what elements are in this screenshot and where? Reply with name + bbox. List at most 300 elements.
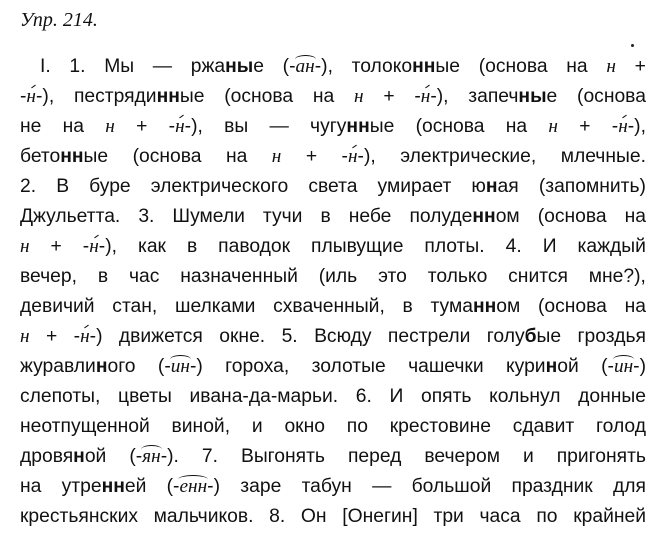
word — [557, 442, 646, 472]
text-fragment: Всюду — [314, 326, 372, 347]
text-fragment: В — [56, 176, 70, 197]
highlighted-letters: нн — [101, 476, 125, 497]
morpheme-suffix: ин — [171, 352, 190, 382]
text-fragment: буре — [89, 176, 131, 197]
word — [219, 322, 265, 352]
text-fragment: на — [624, 206, 646, 227]
text-fragment: ( — [166, 476, 174, 497]
text-fragment: н — [271, 146, 282, 167]
text-fragment: е — [253, 56, 264, 77]
text-fragment: слепоты, — [20, 386, 101, 407]
text-fragment: 3. — [138, 206, 155, 227]
text-fragment: ого — [107, 356, 136, 377]
word — [506, 352, 579, 382]
text-fragment: в — [186, 236, 198, 257]
word — [105, 112, 115, 142]
word — [180, 262, 298, 292]
word — [154, 502, 254, 532]
text-fragment: света — [308, 176, 358, 197]
text-fragment: (основа — [537, 206, 607, 227]
word — [319, 262, 358, 292]
word — [119, 322, 203, 352]
word — [378, 172, 452, 202]
text-fragment: I. — [40, 56, 51, 77]
text-fragment: — — [372, 476, 392, 497]
text-fragment: ая — [497, 176, 519, 197]
text-fragment: голу — [486, 326, 525, 347]
text-fragment: - — [73, 326, 81, 347]
word — [561, 142, 646, 172]
text-fragment: + — [383, 86, 395, 107]
word — [416, 112, 485, 142]
word — [269, 502, 285, 532]
text-line — [20, 172, 646, 202]
text-fragment: час — [128, 266, 160, 287]
morpheme-suffix: ан — [296, 52, 315, 82]
text-fragment: н — [89, 232, 99, 262]
text-fragment: большой — [411, 476, 492, 497]
word — [283, 52, 333, 82]
text-fragment: + — [45, 326, 58, 347]
text-fragment: крестовине — [389, 416, 491, 437]
text-fragment: ( — [601, 356, 608, 377]
text-fragment: 6. — [355, 386, 372, 407]
text-fragment: на — [312, 86, 335, 107]
text-fragment: + — [305, 146, 318, 167]
text-fragment: -). — [160, 446, 179, 467]
word — [566, 52, 587, 82]
text-fragment: на — [505, 116, 528, 137]
word — [187, 232, 197, 262]
word — [468, 82, 557, 112]
text-fragment: -), — [98, 236, 117, 257]
text-fragment: н — [105, 116, 115, 137]
text-fragment: ые — [369, 116, 395, 137]
word — [20, 232, 30, 262]
highlighted-letters: ны — [225, 56, 254, 77]
word — [421, 382, 471, 412]
word — [151, 172, 288, 202]
text-fragment: пестрели — [387, 326, 471, 347]
text-fragment: сдавит — [512, 416, 575, 437]
word — [424, 232, 484, 262]
word — [312, 352, 386, 382]
word — [20, 292, 95, 322]
word — [506, 112, 527, 142]
word — [112, 292, 157, 322]
word — [428, 262, 488, 292]
word — [635, 52, 646, 82]
word — [224, 82, 293, 112]
text-fragment: (основа — [478, 56, 548, 77]
text-fragment: ( — [129, 446, 136, 467]
word — [489, 382, 560, 412]
text-fragment: крестьянских — [20, 506, 138, 527]
text-fragment: н — [421, 82, 431, 112]
word — [601, 352, 646, 382]
text-fragment: - — [135, 446, 143, 467]
text-fragment: схваченный, — [273, 296, 385, 317]
text-fragment: - — [414, 86, 421, 107]
text-fragment: + — [634, 56, 646, 77]
text-fragment: часа — [479, 506, 521, 527]
word — [133, 142, 202, 172]
text-fragment: -), — [627, 116, 646, 137]
text-fragment: стан, — [112, 296, 158, 317]
text-line — [20, 142, 646, 172]
highlighted-letters: н — [485, 176, 498, 197]
word — [513, 412, 574, 442]
word — [74, 82, 205, 112]
text-fragment: по — [346, 416, 368, 437]
word — [20, 112, 41, 142]
text-fragment: -) — [189, 356, 203, 377]
word — [311, 232, 403, 262]
text-fragment: н — [80, 322, 90, 352]
text-fragment: вы — [224, 116, 249, 137]
word — [218, 232, 290, 262]
word — [190, 382, 339, 412]
word — [273, 292, 385, 322]
text-fragment: (основа — [415, 116, 485, 137]
text-fragment: бето — [20, 146, 61, 167]
word — [83, 232, 117, 262]
text-fragment: И — [542, 236, 557, 257]
text-fragment: чашечки — [408, 356, 484, 377]
word — [536, 502, 557, 532]
text-fragment: и — [251, 416, 263, 437]
text-fragment: не — [20, 116, 42, 137]
word — [20, 502, 138, 532]
text-fragment: ой — [557, 356, 579, 377]
text-fragment: неотпущенной — [20, 416, 150, 437]
text-fragment: мальчиков. — [153, 506, 254, 527]
margin-dot — [631, 44, 634, 47]
word — [20, 322, 30, 352]
text-fragment: в — [320, 206, 331, 227]
word — [578, 322, 646, 352]
text-fragment: ые — [536, 326, 562, 347]
highlighted-letters: нн — [156, 86, 180, 107]
highlighted-letters: нн — [472, 296, 497, 317]
word — [169, 112, 203, 142]
text-line — [20, 502, 646, 532]
highlighted-letters: нн — [60, 146, 84, 167]
text-fragment: Он — [300, 506, 327, 527]
word — [74, 322, 103, 352]
word — [69, 52, 85, 82]
word — [320, 202, 330, 232]
text-line — [20, 112, 646, 142]
text-fragment: цветы — [118, 386, 172, 407]
word — [403, 292, 413, 322]
text-fragment: только — [427, 266, 488, 287]
word — [352, 52, 460, 82]
text-fragment: утре — [61, 476, 102, 497]
text-fragment: электрического — [150, 176, 289, 197]
morpheme-suffix: ин — [614, 352, 633, 382]
text-fragment: - — [168, 116, 176, 137]
text-fragment: 1. — [69, 56, 86, 77]
text-fragment: — — [269, 116, 289, 137]
word — [342, 142, 376, 172]
word — [118, 382, 172, 412]
word — [302, 472, 352, 502]
word — [175, 292, 255, 322]
text-fragment: (основа — [577, 86, 646, 107]
word — [596, 412, 646, 442]
word — [89, 172, 131, 202]
word — [20, 442, 106, 472]
text-fragment: н — [26, 82, 36, 112]
text-fragment: шелками — [175, 296, 256, 317]
word — [412, 472, 492, 502]
highlighted-letters: н — [73, 446, 85, 467]
text-fragment: + — [50, 236, 62, 257]
word — [543, 232, 557, 262]
word — [226, 142, 247, 172]
word — [506, 232, 522, 262]
text-line — [20, 202, 646, 232]
text-fragment: ( — [282, 56, 290, 77]
word — [573, 502, 646, 532]
text-fragment: на — [62, 116, 85, 137]
text-fragment: праздник — [511, 476, 593, 497]
word — [613, 472, 646, 502]
word — [224, 112, 248, 142]
word — [314, 322, 371, 352]
text-fragment: н — [20, 236, 30, 257]
word — [20, 262, 77, 292]
text-fragment: заре — [240, 476, 282, 497]
text-fragment: н — [353, 86, 364, 107]
word — [63, 112, 84, 142]
text-fragment: ые — [83, 146, 109, 167]
text-fragment: -), — [314, 56, 333, 77]
text-fragment: ( — [157, 356, 165, 377]
text-fragment: движется — [118, 326, 203, 347]
text-fragment: паводок — [218, 236, 291, 257]
exercise-heading: Упр. 214. — [20, 9, 98, 31]
text-fragment: ей — [124, 476, 147, 497]
word — [20, 352, 136, 382]
text-fragment: крайней — [573, 506, 646, 527]
word — [20, 82, 54, 112]
text-fragment: три — [433, 506, 464, 527]
word — [20, 142, 108, 172]
exercise-text — [20, 52, 646, 532]
text-fragment: -), — [36, 86, 55, 107]
text-fragment: ивана-да-марьи. — [189, 386, 339, 407]
text-fragment: н — [618, 112, 628, 142]
text-line — [20, 232, 646, 262]
word — [20, 472, 41, 502]
text-fragment: (иль — [318, 266, 358, 287]
text-fragment: + — [136, 116, 148, 137]
text-line — [20, 292, 646, 322]
word — [225, 352, 289, 382]
text-fragment: 7. — [201, 446, 218, 467]
text-line — [20, 52, 646, 82]
text-fragment: полуде — [409, 206, 473, 227]
text-fragment: -) — [633, 356, 646, 377]
text-fragment: млечные. — [560, 146, 646, 167]
word — [479, 52, 548, 82]
text-fragment: небе — [348, 206, 392, 227]
word — [548, 112, 558, 142]
word — [62, 472, 147, 502]
word — [98, 262, 108, 292]
text-fragment: тучи — [262, 206, 303, 227]
text-fragment: запеч — [468, 86, 519, 107]
text-fragment: пригонять — [556, 446, 646, 467]
word — [20, 412, 150, 442]
word — [191, 52, 264, 82]
text-fragment: и — [522, 446, 534, 467]
word — [347, 412, 368, 442]
word — [252, 412, 263, 442]
word — [471, 172, 518, 202]
word — [306, 142, 317, 172]
text-fragment: ые — [179, 86, 205, 107]
text-fragment: - — [173, 476, 180, 497]
word — [508, 262, 568, 292]
word — [167, 472, 220, 502]
word — [612, 112, 646, 142]
word — [388, 322, 470, 352]
word — [356, 382, 372, 412]
text-fragment: кури — [506, 356, 546, 377]
text-fragment: чугу — [310, 116, 347, 137]
text-fragment: н — [20, 326, 30, 347]
text-fragment: Джульетта. — [20, 206, 121, 227]
text-fragment: + — [579, 116, 591, 137]
highlighted-letters: нн — [472, 206, 496, 227]
text-fragment: (запомнить) — [538, 176, 646, 197]
morpheme-suffix: ян — [142, 442, 161, 472]
text-fragment: умирает — [377, 176, 452, 197]
text-fragment: - — [611, 116, 619, 137]
text-fragment: -) — [89, 326, 103, 347]
text-line — [20, 442, 646, 472]
word — [301, 502, 327, 532]
text-line — [20, 262, 646, 292]
text-fragment: плоты. — [424, 236, 485, 257]
word — [240, 472, 281, 502]
word — [378, 262, 407, 292]
text-fragment: на — [225, 146, 248, 167]
text-fragment: каждый — [577, 236, 646, 257]
text-line — [20, 472, 646, 502]
text-fragment: - — [164, 356, 171, 377]
word — [480, 502, 521, 532]
word — [263, 202, 303, 232]
text-line — [20, 322, 646, 352]
word — [434, 502, 464, 532]
word — [487, 322, 561, 352]
text-fragment: -), — [430, 86, 449, 107]
text-fragment: ые — [435, 56, 460, 77]
text-fragment: ой — [84, 446, 107, 467]
text-line — [20, 412, 646, 442]
text-fragment: пестряди — [73, 86, 157, 107]
word — [158, 352, 203, 382]
word — [153, 52, 172, 82]
text-fragment: И — [389, 386, 404, 407]
text-fragment: н — [175, 112, 185, 142]
text-fragment: Шумели — [172, 206, 245, 227]
text-fragment: дровя — [20, 446, 74, 467]
word — [578, 382, 646, 412]
word — [349, 202, 392, 232]
word — [270, 112, 289, 142]
word — [129, 442, 179, 472]
text-fragment: Выгонять — [240, 446, 325, 467]
text-fragment: золотые — [311, 356, 386, 377]
word — [20, 202, 120, 232]
word — [138, 202, 154, 232]
word — [313, 82, 334, 112]
text-line — [20, 352, 646, 382]
word — [241, 442, 325, 472]
highlighted-letters: н — [95, 356, 108, 377]
text-fragment: - — [607, 356, 614, 377]
word — [202, 442, 218, 472]
word — [354, 82, 364, 112]
text-fragment: опять — [421, 386, 472, 407]
word — [172, 202, 244, 232]
text-fragment: перед — [347, 446, 402, 467]
text-fragment: (основа — [224, 86, 294, 107]
word — [342, 502, 418, 532]
text-fragment: окно — [284, 416, 325, 437]
text-fragment: вечером — [424, 446, 500, 467]
text-fragment: - — [82, 236, 90, 257]
highlighted-letters: нн — [346, 116, 370, 137]
word — [104, 52, 134, 82]
highlighted-letters: б — [524, 326, 537, 347]
word — [523, 442, 534, 472]
text-fragment: -), — [357, 146, 376, 167]
word — [400, 142, 536, 172]
text-fragment: н — [606, 56, 616, 77]
text-fragment: ю — [471, 176, 486, 197]
text-fragment: - — [20, 86, 27, 107]
text-fragment: в — [402, 296, 413, 317]
text-fragment: 8. — [269, 506, 286, 527]
word — [390, 412, 491, 442]
word — [40, 52, 51, 82]
text-fragment: голод — [596, 416, 646, 437]
text-fragment: назначенный — [180, 266, 298, 287]
word — [606, 52, 616, 82]
text-fragment: -) — [207, 476, 221, 497]
word — [539, 172, 646, 202]
word — [129, 262, 159, 292]
text-fragment: на — [624, 296, 646, 317]
text-fragment: виной, — [171, 416, 231, 437]
word — [408, 352, 484, 382]
text-fragment: кольнул — [489, 386, 561, 407]
word — [284, 412, 325, 442]
word — [138, 232, 166, 262]
text-fragment: по — [536, 506, 558, 527]
word — [431, 292, 521, 322]
text-fragment: (основа — [537, 296, 607, 317]
word — [20, 382, 100, 412]
text-fragment: табун — [301, 476, 352, 497]
text-fragment: ом — [495, 206, 520, 227]
